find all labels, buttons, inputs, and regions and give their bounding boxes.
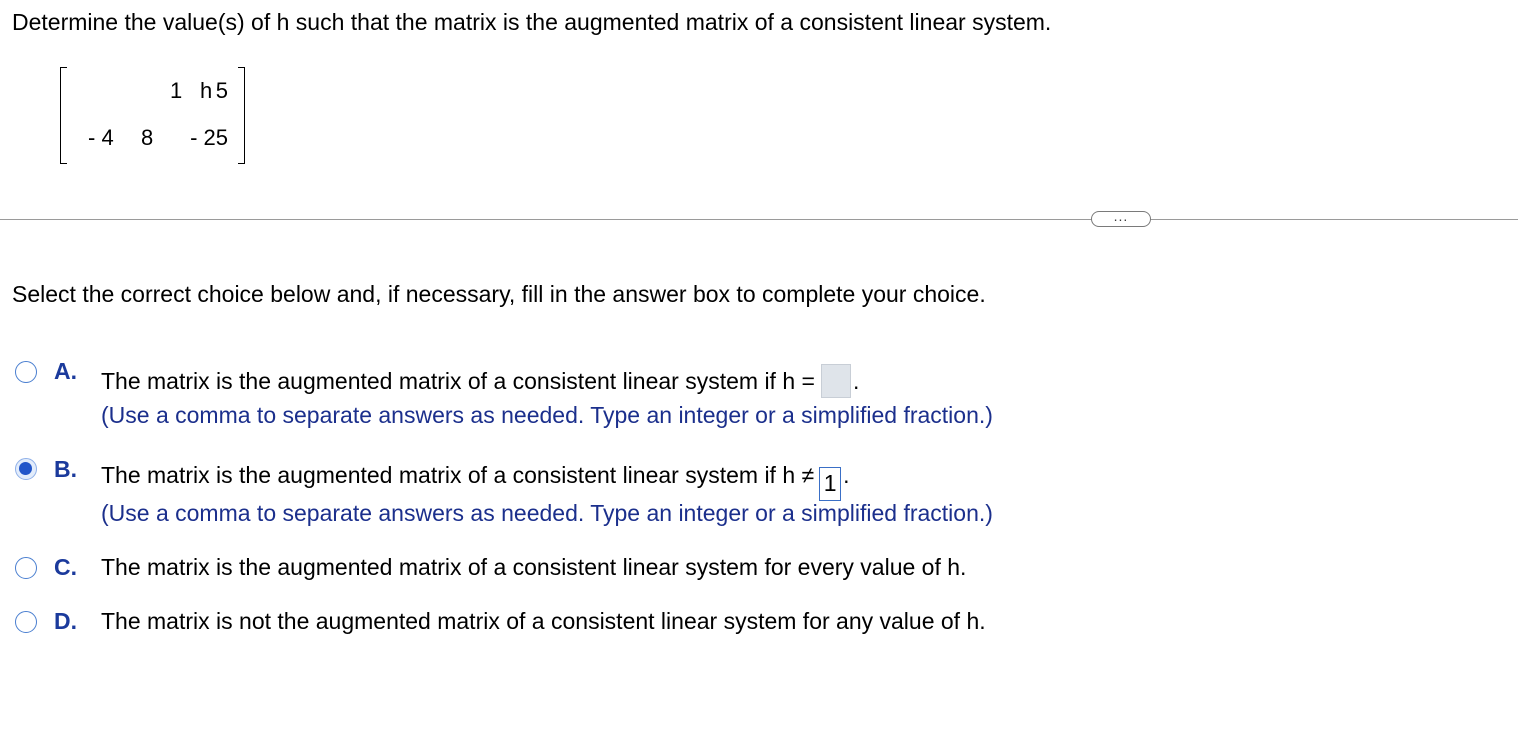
choice-a-text-line: [101, 364, 859, 398]
matrix-cell-r2c3: - 25: [190, 125, 228, 150]
radio-button-icon[interactable]: [15, 611, 37, 633]
matrix-cell-r1c2: h: [200, 78, 213, 103]
choice-c-text: The matrix is the augmented matrix of a consistent linear system for every value of h.: [101, 554, 967, 580]
choice-b-text: The matrix is the augmented matrix of a consistent linear system if h ≠: [101, 462, 815, 488]
radio-button-icon[interactable]: [15, 557, 37, 579]
augmented-matrix: [60, 67, 250, 164]
period: .: [852, 368, 860, 394]
period: .: [843, 462, 850, 488]
choice-b-hint: (Use a comma to separate answers as needed. Type an integer or a simplified fraction.): [101, 500, 993, 526]
choice-b-letter: B.: [54, 456, 77, 482]
choice-a-letter: A.: [54, 358, 77, 384]
answer-input-b[interactable]: 1: [819, 467, 841, 501]
matrix-cell-r2c1: - 4: [88, 125, 114, 150]
choice-b-text-line: [101, 461, 850, 501]
radio-button-icon[interactable]: [15, 361, 37, 383]
choice-a-hint: (Use a comma to separate answers as needed. Type an integer or a simplified fraction.): [101, 402, 993, 428]
choice-c-letter: C.: [54, 554, 77, 580]
question-text: Determine the value(s) of h such that the matrix is the augmented matrix of a consistent linear system.: [12, 9, 1052, 35]
ellipsis-icon: ...: [1113, 208, 1129, 224]
answer-input-a[interactable]: [821, 364, 851, 398]
radio-button-icon[interactable]: [15, 458, 37, 480]
choice-a-text: The matrix is the augmented matrix of a consistent linear system if h =: [101, 368, 815, 394]
more-options-button[interactable]: [1091, 208, 1151, 227]
matrix-cell-r1c3: 5: [215, 78, 228, 103]
choice-d-text: The matrix is not the augmented matrix of a consistent linear system for any value of h.: [101, 608, 986, 634]
instruction-text: Select the correct choice below and, if necessary, fill in the answer box to complete your choice.: [12, 281, 986, 307]
matrix-left-bracket: [60, 67, 67, 164]
matrix-cell-r1c1: 1: [170, 78, 183, 103]
matrix-cell-r2c2: 8: [141, 125, 154, 150]
matrix-right-bracket: [238, 67, 245, 164]
section-divider: [0, 219, 1518, 220]
choice-d-letter: D.: [54, 608, 77, 634]
